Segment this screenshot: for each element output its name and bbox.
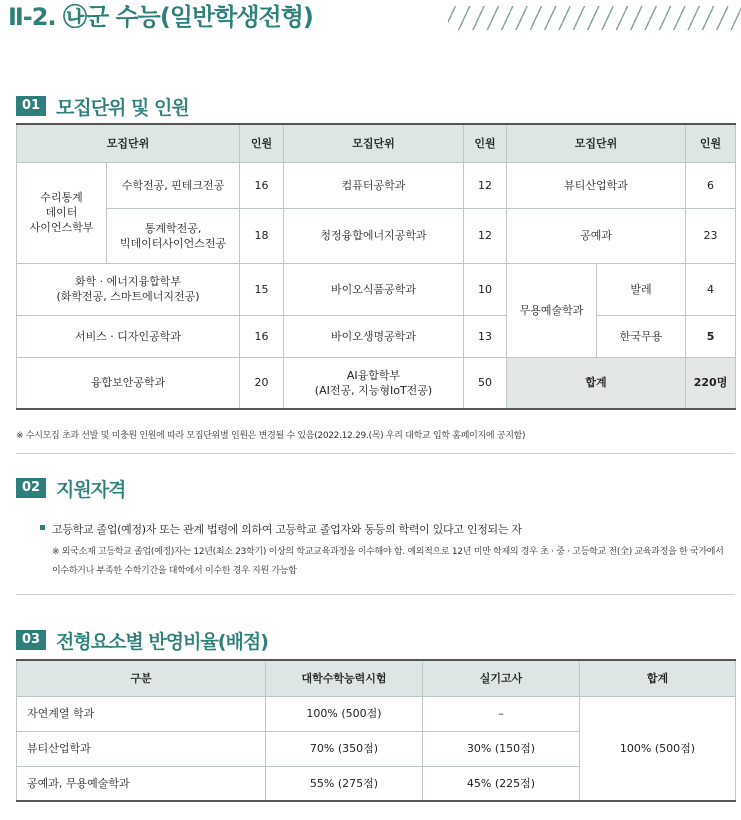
table-row: [17, 357, 736, 409]
section-heading-1: [16, 94, 189, 118]
cell-count: 13: [464, 315, 507, 357]
table-row: [17, 208, 736, 263]
row-label: 뷰티산업학과: [17, 731, 266, 766]
table-row: [17, 315, 736, 357]
row-label: 자연계열 학과: [17, 696, 266, 731]
cell-count: 12: [464, 162, 507, 208]
cell-count: 16: [240, 315, 284, 357]
cell-unit: 화학 · 에너지융합학부 (화학전공, 스마트에너지전공): [17, 263, 240, 315]
cell-count: 50: [464, 357, 507, 409]
divider: [16, 594, 735, 595]
section-title: 전형요소별 반영비율(배점): [56, 630, 268, 653]
recruitment-note: ※ 수시모집 초과 선발 및 미충원 인원에 따라 모집단위별 인원은 변경될 수 있음(2022.12.29.(목) 우리 대학교 입학 홈페이지에 공지함): [16, 431, 526, 441]
section-title: 지원자격: [56, 478, 126, 501]
table-header-row: [17, 660, 736, 696]
cell-unit: 뷰티산업학과: [507, 162, 686, 208]
cell-unit: 수학전공, 핀테크전공: [107, 162, 240, 208]
cell-unit: 한국무용: [597, 315, 686, 357]
col-header: 모집단위: [17, 124, 240, 162]
divider: [16, 453, 735, 454]
cell-unit: 융합보안공학과: [17, 357, 240, 409]
col-header: 실기고사: [423, 660, 580, 696]
csat-value: 70% (350점): [266, 731, 423, 766]
section-number: 01: [16, 96, 46, 116]
col-header: 모집단위: [507, 124, 686, 162]
section-number: 03: [16, 630, 46, 650]
table-row: [17, 162, 736, 208]
cell-count: 4: [686, 263, 736, 315]
table-row: [17, 696, 736, 731]
eligibility-note: ※ 외국소재 고등학교 졸업(예정)자는 12년(최소 23학기) 이상의 학교교육과정을 이수해야 함. 예외적으로 12년 미만 학제의 경우 초 · 중 · 고등학교 전(全) 교육과정을 한 국가에서 이수하거나 부족한 수학기간을 대학에서 이수한 경우 지원 가능함: [52, 547, 724, 576]
practical-value: 45% (225점): [423, 766, 580, 801]
cell-unit: 수리통계 데이터 사이언스학부: [17, 162, 107, 263]
table-header-row: [17, 124, 736, 162]
cell-unit: 바이오식품공학과: [284, 263, 464, 315]
cell-count: 18: [240, 208, 284, 263]
cell-count: 16: [240, 162, 284, 208]
col-header: 모집단위: [284, 124, 464, 162]
weighting-table: [16, 659, 736, 802]
page-title: Ⅱ-2. ㉯군 수능(일반학생전형): [8, 3, 313, 31]
row-label: 공예과, 무용예술학과: [17, 766, 266, 801]
cell-unit: 통계학전공, 빅데이터사이언스전공: [107, 208, 240, 263]
recruitment-table: [16, 123, 736, 410]
cell-count: 15: [240, 263, 284, 315]
cell-count: 6: [686, 162, 736, 208]
cell-count: 5: [686, 315, 736, 357]
cell-unit: 발레: [597, 263, 686, 315]
section-heading-2: [16, 476, 125, 500]
section-number: 02: [16, 478, 46, 498]
table-row: [17, 263, 736, 315]
total-label: 합계: [507, 357, 686, 409]
cell-unit: 서비스 · 디자인공학과: [17, 315, 240, 357]
cell-count: 12: [464, 208, 507, 263]
col-header: 인원: [464, 124, 507, 162]
page-header: [8, 0, 741, 36]
csat-value: 55% (275점): [266, 766, 423, 801]
cell-count: 20: [240, 357, 284, 409]
header-hatch-decoration: [448, 6, 741, 30]
cell-count: 10: [464, 263, 507, 315]
col-header: 인원: [686, 124, 736, 162]
section-title: 모집단위 및 인원: [56, 96, 189, 119]
col-header: 대학수학능력시험: [266, 660, 423, 696]
section-heading-3: [16, 628, 268, 652]
cell-unit: 바이오생명공학과: [284, 315, 464, 357]
col-header: 합계: [580, 660, 736, 696]
cell-unit: 컴퓨터공학과: [284, 162, 464, 208]
total-value: 220명: [686, 357, 736, 409]
practical-value: –: [423, 696, 580, 731]
cell-unit: 무용예술학과: [507, 263, 597, 357]
cell-count: 23: [686, 208, 736, 263]
eligibility-text: 고등학교 졸업(예정)자 또는 관계 법령에 의하여 고등학교 졸업자와 동등의 학력이 있다고 인정되는 자: [52, 523, 522, 536]
col-header: 구분: [17, 660, 266, 696]
col-header: 인원: [240, 124, 284, 162]
total-value: 100% (500점): [580, 696, 736, 801]
cell-unit: AI융합학부 (AI전공, 지능형IoT전공): [284, 357, 464, 409]
practical-value: 30% (150점): [423, 731, 580, 766]
bullet-icon: [40, 525, 45, 530]
cell-unit: 청정융합에너지공학과: [284, 208, 464, 263]
csat-value: 100% (500점): [266, 696, 423, 731]
cell-unit: 공예과: [507, 208, 686, 263]
